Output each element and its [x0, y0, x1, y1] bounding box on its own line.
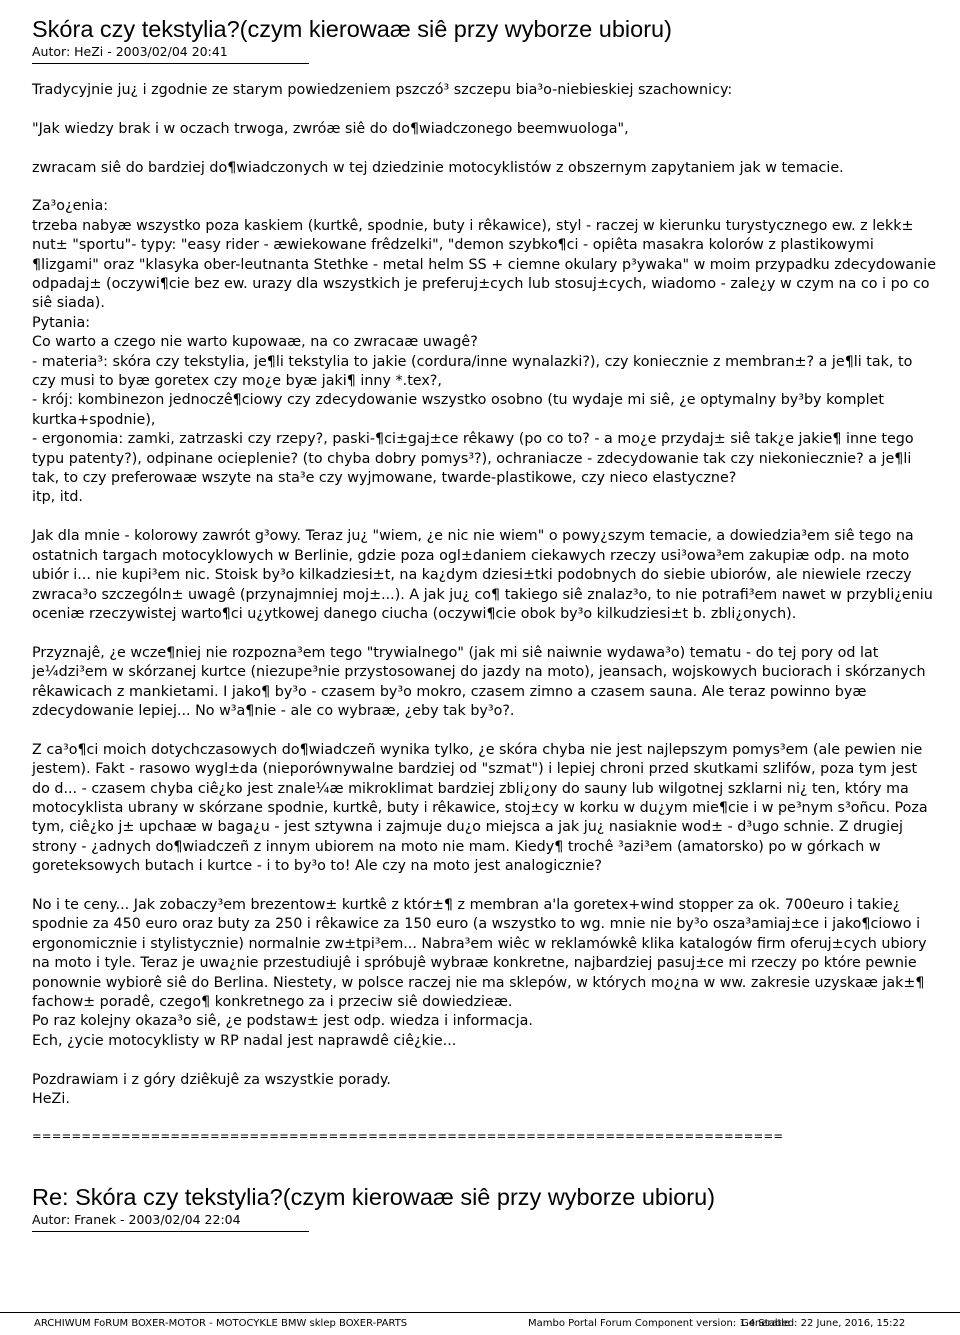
post-body	[32, 81, 937, 1143]
text-line: Po raz kolejny okaza³o siê, ¿e podstaw± jest odp. wiedza i informacja.	[32, 1013, 533, 1030]
text-line: HeZi.	[32, 1091, 70, 1107]
text-line: itp, itd.	[32, 489, 83, 506]
reply-post	[32, 1182, 937, 1232]
footer-site-name: ARCHIWUM FoRUM BOXER-MOTOR - MOTOCYKLE BMW sklep BOXER-PARTS	[34, 1318, 408, 1329]
text-line: Co warto a czego nie warto kupowaæ, na co zwracaæ uwagê?	[32, 334, 478, 351]
text-line: Za³o¿enia:	[32, 198, 109, 215]
post-title: Skóra czy tekstylia?(czym kierowaæ siê przy wyborze ubioru)	[32, 16, 672, 42]
post-signature	[32, 1071, 937, 1110]
post-separator: ============================================================================	[32, 1128, 784, 1143]
text-line: No i te ceny... Jak zobaczy³em brezentow± kurtkê z któr±¶ z membran a'la goretex+wind stopper za ok. 700euro i takie¿ spodnie za 450 euro oraz buty za 250 i rêkawice za 150 euro (a wszystko to wg. mnie nie by³o osza³amiaj±ce i jako¶ciowo i ergonomicznie i stylistycznie) normalnie zw±tpi³em... Nabra³em wiêc w reklamówkê klika katalogów firm oferuj±cych ubiory na moto i tyle. Teraz je uwa¿nie przestudiujê i spróbujê wybraæ konkretne, najbardziej pasuj±ce mi rzeczy po które pewnie ponownie wybiorê siê do Berlina. Niestety, w polsce raczej nie ma sklepów, w których mo¿na w ww. zakresie uzyskaæ jak±¶ fachow± poradê, czego¶ konkretnego za i przeciw siê dowiedzieæ.	[32, 896, 927, 1010]
reply-title: Re: Skóra czy tekstylia?(czym kierowaæ siê przy wyborze ubioru)	[32, 1183, 716, 1210]
text-line: - materia³: skóra czy tekstylia, je¶li tekstylia to jakie (cordura/inne wynalazki?), czy koniecznie z membran±? a je¶li tak, to czy musi to byæ goretex czy mo¿e byæ jaki¶ inny *.tex?,	[32, 353, 913, 390]
text-line: Pozdrawiam i z góry dziêkujê za wszystkie porady.	[32, 1071, 391, 1088]
post-paragraph: zwracam siê do bardziej do¶wiadczonych w tej dziedzinie motocyklistów z obszernym zapytaniem jak w temacie.	[32, 159, 844, 176]
reply-meta-divider	[32, 1231, 309, 1232]
footer-component-version: Mambo Portal Forum Component version: 1.4 Stable	[528, 1318, 791, 1329]
post-author-date: Autor: HeZi - 2003/02/04 20:41	[32, 44, 228, 59]
meta-divider	[32, 63, 309, 64]
post-paragraph: Przyznajê, ¿e wcze¶niej nie rozpozna³em tego "trywialnego" (jak mi siê naiwnie wydawa³o) tematu - do tej pory od lat je¼dzi³em w skórzanej kurtce (niezupe³nie przystosowanej do jazdy na moto), jeansach, wojskowych buciorach i skórzanych rêkawicach z mankietami. I jako¶ by³o - czasem by³o mokro, czasem zimno a czasem sauna. Ale teraz powinno byæ zdecydowanie lepiej... No w³a¶nie - ale co wybraæ, ¿eby tak by³o?.	[32, 644, 926, 719]
post-paragraph	[32, 896, 937, 1051]
post-paragraph	[32, 197, 937, 508]
page-footer	[0, 1312, 960, 1333]
text-line: Pytania:	[32, 314, 91, 331]
forum-archive-page	[32, 14, 937, 1232]
text-line: trzeba nabyæ wszystko poza kaskiem (kurtkê, spodnie, buty i rêkawice), styl - raczej w kierunku turystycznego ew. z lekk± nut± "sportu"- typy: "easy rider - æwiekowane frêdzelki", "demon szybko¶ci - opiêta masakra kolorów z plastikowymi ¶lizgami" oraz "klasyka ober-leutnanta Stethke - metal helm SS + ciemne okulary p³ywaka" w moim przypadku zdecydowanie odpadaj± (oczywi¶cie bez ew. urazy dla wszystkich je preferuj±cych lub stosuj±cych, wiadomo - zale¿y w czym na co i po co siê siada).	[32, 217, 937, 312]
reply-author-date: Autor: Franek - 2003/02/04 22:04	[32, 1211, 241, 1227]
text-line: - ergonomia: zamki, zatrzaski czy rzepy?, paski-¶ci±gaj±ce rêkawy (po co to? - a mo¿e przydaj± siê tak¿e jakie¶ inne tego typu patenty?), odpinane ocieplenie? (to chyba dobry pomys³?), ochraniacze - zdecydowanie tak czy niekoniecznie? a je¶li tak, to czy preferowaæ wszyte na sta³e czy wyjmowane, twarde-plastikowe, czy nieco elastyczne?	[32, 431, 914, 487]
text-line: Ech, ¿ycie motocyklisty w RP nadal jest naprawdê ciê¿kie...	[32, 1032, 457, 1049]
text-line: - krój: kombinezon jednoczê¶ciowy czy zdecydowanie wszystko osobno (tu wydaje mi siê, ¿e optymalny by³by komplet kurtka+spodnie),	[32, 392, 884, 428]
post-paragraph: Jak dla mnie - kolorowy zawrót g³owy. Teraz ju¿ "wiem, ¿e nic nie wiem" o powy¿szym temacie, a dowiedzia³em siê tego na ostatnich targach motocyklowych w Berlinie, gdzie poza ogl±daniem ciekawych rzeczy usi³owa³em zakupiæ odp. na moto ubiór i... nie kupi³em nic. Stoisk by³o kilkadziesi±t, na ka¿dym dziesi±tki podobnych do siebie ubiorów, ale niewiele rzeczy zwraca³o szczególn± uwagê (przynajmniej moj±...). A jak ju¿ co¶ takiego siê znalaz³o, to nie potrafi³em nawet w przybli¿eniu oceniæ rzeczywistej warto¶ci u¿ytkowej danego ciucha (oczywi¶cie obok by³o kilkudziesi±t b. zbli¿onych).	[32, 528, 933, 622]
footer-generated-date: Generated: 22 June, 2016, 15:22	[741, 1318, 906, 1329]
post-paragraph: "Jak wiedzy brak i w oczach trwoga, zwróæ siê do do¶wiadczonego beemwuologa",	[32, 120, 629, 137]
post-paragraph: Tradycyjnie ju¿ i zgodnie ze starym powiedzeniem pszczó³ szczepu bia³o-niebieskiej szachownicy:	[32, 82, 733, 98]
post-paragraph: Z ca³o¶ci moich dotychczasowych do¶wiadczeñ wynika tylko, ¿e skóra chyba nie jest najlepszym pomys³em (ale pewien nie jestem). Fakt - rasowo wygl±da (nieporównywalne bardziej od "szmat") i lepiej chroni przed skutkami szlifów, poza tym jest do d... - czasem chyba ciê¿ko jest znale¼æ mikroklimat bardziej zbli¿ony do sauny lub wilgotnej szklarni ni¿ ten, który ma motocyklista ubrany w skórzane spodnie, kurtkê, buty i rêkawice, stoj±cy w korku w du¿ym mie¶cie i w pe³nym s³oñcu. Poza tym, ciê¿ko j± upchaæ w baga¿u - jest sztywna i zajmuje du¿o miejsca a jak ju¿ nasiaknie wod± - d³ugo schnie. Z drugiej strony - ¿adnych do¶wiadczeñ z innym ubiorem na moto nie mam. Kiedy¶ trochê ³azi³em (amatorsko) po w górkach w goreteksowych butach i kurtce - i to by³o to! Ale czy na moto jest analogicznie?	[32, 741, 928, 875]
